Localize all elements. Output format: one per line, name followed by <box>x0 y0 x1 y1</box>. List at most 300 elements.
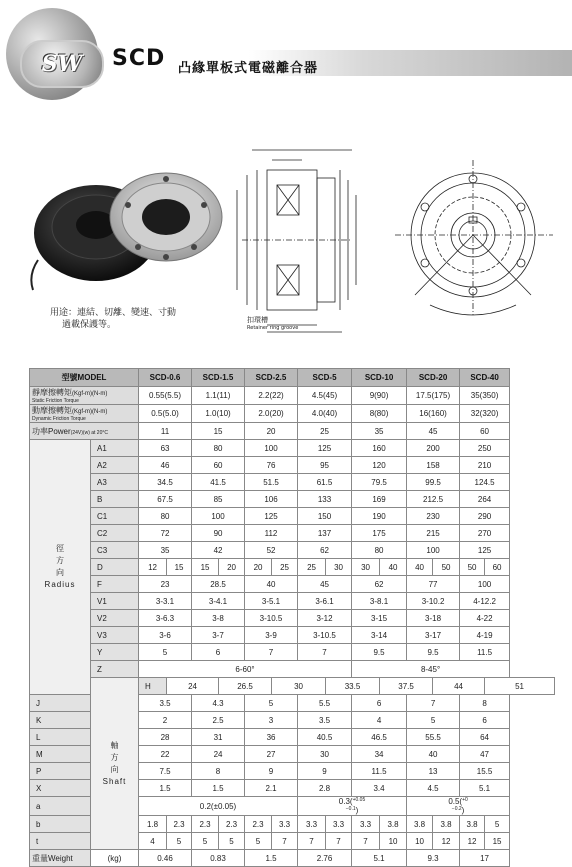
table-cell: 3.8 <box>460 816 485 833</box>
table-cell: 0.5(5.0) <box>139 405 192 423</box>
table-cell: 0.55(5.5) <box>139 387 192 405</box>
row-symbol: M <box>30 746 91 763</box>
table-cell: 0.2(±0.05) <box>139 797 298 816</box>
table-cell: 5 <box>219 833 245 850</box>
table-cell: 1.5 <box>245 850 298 867</box>
table-cell: 26.5 <box>219 678 272 695</box>
table-cell: 7 <box>407 695 460 712</box>
table-cell: 5.5 <box>298 695 352 712</box>
table-row <box>30 559 555 576</box>
table-cell: 4 <box>139 833 167 850</box>
table-cell: 35 <box>352 423 407 440</box>
dynamic-torque-unit: (Kgf-m)(N-m) <box>72 409 108 415</box>
table-cell: 9 <box>298 763 352 780</box>
table-cell: 9 <box>245 763 298 780</box>
table-cell: 210 <box>460 457 510 474</box>
table-cell: 8-45° <box>352 661 510 678</box>
table-cell: 290 <box>460 508 510 525</box>
table-cell: 3.5 <box>298 712 352 729</box>
table-row <box>30 387 555 405</box>
table-cell: 3-14 <box>352 627 407 644</box>
table-cell: 3.8 <box>433 816 460 833</box>
table-row <box>30 423 555 440</box>
table-cell: 17.5(175) <box>407 387 460 405</box>
table-cell: 80 <box>352 542 407 559</box>
table-cell: 63 <box>139 440 192 457</box>
table-cell: 25 <box>298 559 326 576</box>
table-cell: 5 <box>245 695 298 712</box>
shaft-group-label <box>91 678 139 850</box>
table-cell: 79.5 <box>352 474 407 491</box>
table-cell: 4.3 <box>192 695 245 712</box>
table-cell: 42 <box>192 542 245 559</box>
table-cell: 35 <box>139 542 192 559</box>
table-cell: 3.3 <box>326 816 352 833</box>
table-row <box>30 457 555 474</box>
table-cell: 0.83 <box>192 850 245 867</box>
table-row <box>30 440 555 457</box>
table-cell: 90 <box>192 525 245 542</box>
table-cell: 4.5 <box>407 780 460 797</box>
table-cell: 230 <box>407 508 460 525</box>
table-cell: 120 <box>352 457 407 474</box>
retainer-label <box>247 316 298 332</box>
table-cell: 2 <box>139 712 192 729</box>
table-cell: 8 <box>460 695 510 712</box>
table-cell: 41.5 <box>192 474 245 491</box>
table-cell: 3-10.2 <box>407 593 460 610</box>
table-cell: 4.0(40) <box>298 405 352 423</box>
table-cell: 3-12 <box>298 610 352 627</box>
table-cell: 10 <box>407 833 433 850</box>
table-cell: 22 <box>139 746 192 763</box>
table-cell: 9.5 <box>407 644 460 661</box>
table-cell: 200 <box>407 440 460 457</box>
table-cell: 60 <box>485 559 510 576</box>
table-cell: 3.3 <box>298 816 326 833</box>
table-cell: 106 <box>245 491 298 508</box>
table-cell: 60 <box>460 423 510 440</box>
table-cell: 34 <box>352 746 407 763</box>
table-cell: 160 <box>352 440 407 457</box>
table-row <box>30 576 555 593</box>
table-cell: 125 <box>298 440 352 457</box>
table-row <box>30 369 555 387</box>
table-cell: 3-6.1 <box>298 593 352 610</box>
row-symbol: b <box>30 816 91 833</box>
row-symbol: L <box>30 729 91 746</box>
weight-unit: (kg) <box>91 850 139 867</box>
table-cell: 7 <box>298 644 352 661</box>
table-cell: 6 <box>192 644 245 661</box>
shaft-en: Shaft <box>102 776 127 786</box>
table-cell: 2.3 <box>192 816 219 833</box>
radius-zh-2: 方 <box>56 556 64 565</box>
product-photo <box>28 165 228 305</box>
table-cell: 37.5 <box>380 678 433 695</box>
table-cell: 137 <box>298 525 352 542</box>
table-cell: 100 <box>460 576 510 593</box>
table-cell: 150 <box>298 508 352 525</box>
tolerance-lower: −0.1 <box>345 806 356 812</box>
model-cell: SCD-10 <box>352 369 407 387</box>
table-cell: 3-4.1 <box>192 593 245 610</box>
table-cell: 62 <box>352 576 407 593</box>
table-row <box>30 491 555 508</box>
table-cell: 15.5 <box>460 763 510 780</box>
table-cell: 24 <box>192 746 245 763</box>
table-cell: 2.76 <box>298 850 352 867</box>
table-cell: 9.5 <box>352 644 407 661</box>
table-cell: 2.5 <box>192 712 245 729</box>
table-cell: 3-10.5 <box>245 610 298 627</box>
usage-line-1: 用途：連結、切離、變速、寸動 <box>50 308 177 318</box>
table-cell: 13 <box>407 763 460 780</box>
table-cell: 28.5 <box>192 576 245 593</box>
table-cell: 40 <box>407 559 433 576</box>
row-symbol: X <box>30 780 91 797</box>
table-cell: 5.1 <box>460 780 510 797</box>
side-section-drawing <box>222 140 372 340</box>
model-cell: SCD-2.5 <box>245 369 298 387</box>
row-symbol: D <box>91 559 139 576</box>
table-row <box>30 542 555 559</box>
model-cell: SCD-1.5 <box>192 369 245 387</box>
table-row <box>30 627 555 644</box>
table-cell: 23 <box>139 576 192 593</box>
radius-zh-3: 向 <box>56 568 64 577</box>
row-symbol: J <box>30 695 91 712</box>
table-cell: 15 <box>167 559 192 576</box>
table-cell <box>298 797 407 816</box>
table-cell: 3.8 <box>380 816 407 833</box>
table-row <box>30 593 555 610</box>
table-cell: 3-8.1 <box>352 593 407 610</box>
table-cell: 51 <box>485 678 555 695</box>
table-cell: 52 <box>245 542 298 559</box>
model-cell: SCD-20 <box>407 369 460 387</box>
table-cell: 2.3 <box>219 816 245 833</box>
tolerance-base: 0.5( <box>448 797 463 806</box>
table-cell: 5 <box>167 833 192 850</box>
table-cell: 40 <box>407 746 460 763</box>
static-torque-label <box>30 387 139 405</box>
retainer-label-zh: 扣環槽 <box>247 316 268 324</box>
table-cell: 60 <box>192 457 245 474</box>
model-header: 型號MODEL <box>30 369 139 387</box>
table-cell: 72 <box>139 525 192 542</box>
table-cell: 20 <box>245 423 298 440</box>
table-cell: 3-17 <box>407 627 460 644</box>
table-cell: 169 <box>352 491 407 508</box>
spec-table <box>29 368 555 867</box>
table-cell: 3.8 <box>407 816 433 833</box>
table-cell: 7 <box>245 644 298 661</box>
table-cell: 80 <box>139 508 192 525</box>
table-cell: 9.3 <box>407 850 460 867</box>
table-row <box>30 474 555 491</box>
dynamic-torque-label <box>30 405 139 423</box>
table-cell: 20 <box>219 559 245 576</box>
table-cell: 51.5 <box>245 474 298 491</box>
table-cell: 8(80) <box>352 405 407 423</box>
tolerance-lower: −0.2 <box>451 806 462 812</box>
shaft-zh-3: 向 <box>110 764 119 774</box>
table-cell: 4 <box>352 712 407 729</box>
row-symbol: Z <box>91 661 139 678</box>
table-cell: 50 <box>460 559 485 576</box>
table-cell: 175 <box>352 525 407 542</box>
table-cell: 2.0(20) <box>245 405 298 423</box>
table-cell: 15 <box>485 833 510 850</box>
table-cell <box>407 797 510 816</box>
table-cell: 35(350) <box>460 387 510 405</box>
tolerance-end: ) <box>461 806 465 815</box>
table-row <box>30 610 555 627</box>
table-cell: 124.5 <box>460 474 510 491</box>
product-title: 凸緣單板式電磁離合器 <box>178 61 319 76</box>
table-cell: 100 <box>245 440 298 457</box>
table-cell: 3-9 <box>245 627 298 644</box>
row-symbol: K <box>30 712 91 729</box>
table-cell: 2.3 <box>245 816 272 833</box>
table-cell: 15 <box>192 559 219 576</box>
table-cell: 12 <box>433 833 460 850</box>
table-cell: 7.5 <box>139 763 192 780</box>
table-cell: 0.46 <box>139 850 192 867</box>
table-cell: 7 <box>326 833 352 850</box>
table-row <box>30 644 555 661</box>
table-cell: 12 <box>460 833 485 850</box>
table-cell: 45 <box>407 423 460 440</box>
table-cell: 5 <box>139 644 192 661</box>
table-cell: 264 <box>460 491 510 508</box>
table-cell: 133 <box>298 491 352 508</box>
table-cell: 11.5 <box>352 763 407 780</box>
table-cell: 44 <box>433 678 485 695</box>
table-cell: 17 <box>460 850 510 867</box>
table-cell: 215 <box>407 525 460 542</box>
table-cell: 55.5 <box>407 729 460 746</box>
table-cell: 16(160) <box>407 405 460 423</box>
table-cell: 3.5 <box>139 695 192 712</box>
radius-en: Radius <box>44 580 76 589</box>
header <box>0 0 572 100</box>
table-cell: 15 <box>192 423 245 440</box>
usage-note <box>50 307 176 331</box>
table-cell: 5 <box>407 712 460 729</box>
table-cell: 45 <box>298 576 352 593</box>
table-cell: 7 <box>352 833 380 850</box>
weight-label: 重量Weight <box>30 850 91 867</box>
table-cell: 40 <box>380 559 407 576</box>
table-cell: 27 <box>245 746 298 763</box>
table-cell: 77 <box>407 576 460 593</box>
table-cell: 3-6.3 <box>139 610 192 627</box>
table-cell: 62 <box>298 542 352 559</box>
table-cell: 24 <box>167 678 219 695</box>
power-unit: (24V)(w) at 20°C <box>70 429 108 436</box>
row-symbol: t <box>30 833 91 850</box>
row-symbol: V2 <box>91 610 139 627</box>
row-symbol: H <box>139 678 167 695</box>
tolerance-end: ) <box>355 806 359 815</box>
row-symbol: P <box>30 763 91 780</box>
table-cell: 3-3.1 <box>139 593 192 610</box>
table-cell: 125 <box>245 508 298 525</box>
table-cell: 36 <box>245 729 298 746</box>
table-cell: 80 <box>192 440 245 457</box>
table-cell: 3-7 <box>192 627 245 644</box>
table-cell: 1.5 <box>139 780 192 797</box>
table-cell: 5 <box>245 833 272 850</box>
table-cell: 1.1(11) <box>192 387 245 405</box>
table-cell: 46 <box>139 457 192 474</box>
static-torque-en: Static Friction Torque <box>32 398 79 404</box>
table-cell: 30 <box>326 559 352 576</box>
table-cell: 1.5 <box>192 780 245 797</box>
table-cell: 5 <box>192 833 219 850</box>
table-cell: 1.8 <box>139 816 167 833</box>
table-cell: 3.3 <box>352 816 380 833</box>
table-cell: 190 <box>352 508 407 525</box>
shaft-zh-1: 軸 <box>110 740 119 750</box>
table-cell: 3-18 <box>407 610 460 627</box>
table-cell: 3.3 <box>272 816 298 833</box>
table-cell: 125 <box>460 542 510 559</box>
table-cell: 33.5 <box>326 678 380 695</box>
table-cell: 5 <box>485 816 510 833</box>
table-cell: 4-22 <box>460 610 510 627</box>
row-symbol: F <box>91 576 139 593</box>
radius-group-label <box>30 440 91 695</box>
table-cell: 3-5.1 <box>245 593 298 610</box>
table-cell: 7 <box>272 833 298 850</box>
table-cell: 6 <box>460 712 510 729</box>
table-cell: 1.0(10) <box>192 405 245 423</box>
table-cell: 11 <box>139 423 192 440</box>
table-cell: 32(320) <box>460 405 510 423</box>
table-cell: 112 <box>245 525 298 542</box>
table-cell: 2.3 <box>167 816 192 833</box>
row-symbol: C2 <box>91 525 139 542</box>
table-cell: 85 <box>192 491 245 508</box>
table-cell: 3-10.5 <box>298 627 352 644</box>
table-cell: 31 <box>192 729 245 746</box>
table-cell: 2.1 <box>245 780 298 797</box>
table-cell: 3-8 <box>192 610 245 627</box>
table-cell: 50 <box>433 559 460 576</box>
table-cell: 95 <box>298 457 352 474</box>
table-cell: 250 <box>460 440 510 457</box>
table-cell: 46.5 <box>352 729 407 746</box>
tolerance-upper: +0.05 <box>352 797 366 803</box>
brand-logo: SW <box>20 40 104 88</box>
table-cell: 4-12.2 <box>460 593 510 610</box>
row-symbol: C3 <box>91 542 139 559</box>
table-cell: 4.5(45) <box>298 387 352 405</box>
table-cell: 76 <box>245 457 298 474</box>
table-cell: 40.5 <box>298 729 352 746</box>
row-symbol: A1 <box>91 440 139 457</box>
static-torque-unit: (Kgf-m)(N-m) <box>72 391 108 397</box>
power-label-text: 功率Power <box>32 426 71 436</box>
table-cell: 11.5 <box>460 644 510 661</box>
table-cell: 6 <box>352 695 407 712</box>
table-cell: 12 <box>139 559 167 576</box>
table-row <box>30 661 555 678</box>
table-cell: 40 <box>245 576 298 593</box>
table-cell: 47 <box>460 746 510 763</box>
table-cell: 30 <box>298 746 352 763</box>
table-cell: 100 <box>192 508 245 525</box>
table-cell: 212.5 <box>407 491 460 508</box>
shaft-zh-2: 方 <box>110 752 119 762</box>
table-cell: 34.5 <box>139 474 192 491</box>
model-cell: SCD-5 <box>298 369 352 387</box>
row-symbol: a <box>30 797 91 816</box>
table-cell: 3 <box>245 712 298 729</box>
table-row <box>30 850 555 867</box>
table-cell: 8 <box>192 763 245 780</box>
radius-zh-1: 徑 <box>56 544 64 553</box>
table-cell: 30 <box>272 678 326 695</box>
table-cell: 25 <box>298 423 352 440</box>
usage-line-2: 過載保護等。 <box>62 320 117 330</box>
retainer-label-en: Retainer ring groove <box>247 325 299 331</box>
static-torque-zh: 靜摩擦轉矩 <box>32 388 72 397</box>
row-symbol: A3 <box>91 474 139 491</box>
model-cell: SCD-0.6 <box>139 369 192 387</box>
table-cell: 28 <box>139 729 192 746</box>
table-cell: 7 <box>298 833 326 850</box>
dynamic-torque-en: Dynamic Friction Torque <box>32 416 86 422</box>
table-cell: 6-60° <box>139 661 352 678</box>
table-cell: 270 <box>460 525 510 542</box>
table-row <box>30 525 555 542</box>
table-row <box>30 405 555 423</box>
table-cell: 64 <box>460 729 510 746</box>
table-cell: 9(90) <box>352 387 407 405</box>
table-cell: 100 <box>407 542 460 559</box>
power-label <box>30 423 139 440</box>
row-symbol: V3 <box>91 627 139 644</box>
row-symbol: A2 <box>91 457 139 474</box>
table-cell: 2.2(22) <box>245 387 298 405</box>
table-cell: 67.5 <box>139 491 192 508</box>
table-cell: 3-6 <box>139 627 192 644</box>
table-cell: 61.5 <box>298 474 352 491</box>
table-cell: 3.4 <box>352 780 407 797</box>
table-row <box>30 508 555 525</box>
tolerance-base: 0.3( <box>338 797 353 806</box>
table-cell: 10 <box>380 833 407 850</box>
table-cell: 99.5 <box>407 474 460 491</box>
row-symbol: B <box>91 491 139 508</box>
row-symbol: Y <box>91 644 139 661</box>
tolerance-upper: +0 <box>462 797 468 803</box>
table-cell: 4-19 <box>460 627 510 644</box>
table-row <box>30 678 555 695</box>
product-code: SCD <box>112 46 166 71</box>
row-symbol: C1 <box>91 508 139 525</box>
table-cell: 25 <box>272 559 298 576</box>
table-cell: 5.1 <box>352 850 407 867</box>
table-cell: 158 <box>407 457 460 474</box>
table-cell: 30 <box>352 559 380 576</box>
front-view-drawing <box>395 155 555 330</box>
row-symbol: V1 <box>91 593 139 610</box>
